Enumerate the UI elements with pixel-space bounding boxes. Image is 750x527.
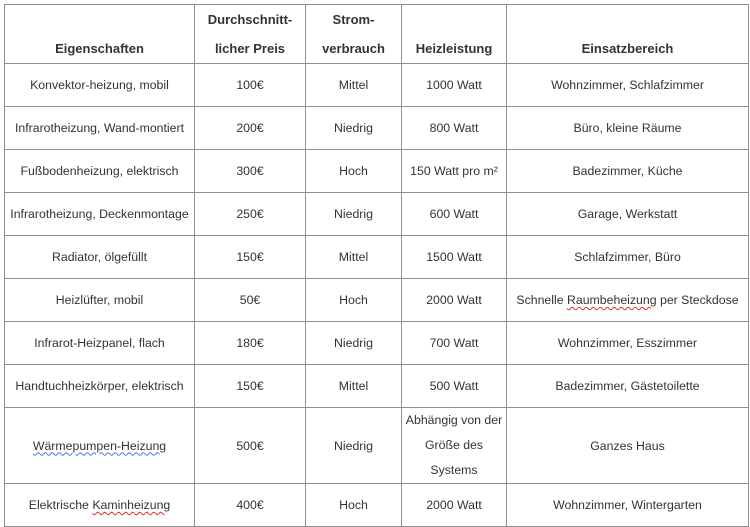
cell-preis: 150€ <box>195 236 306 279</box>
cell-eigenschaften: Handtuchheizkörper, elektrisch <box>5 365 195 408</box>
cell-preis: 180€ <box>195 322 306 365</box>
cell-stromverbrauch: Niedrig <box>306 107 402 150</box>
cell-preis: 500€ <box>195 408 306 484</box>
cell-stromverbrauch: Hoch <box>306 279 402 322</box>
header-preis: Durchschnitt- licher Preis <box>195 5 306 64</box>
cell-einsatzbereich: Ganzes Haus <box>507 408 749 484</box>
cell-heizleistung: 1500 Watt <box>402 236 507 279</box>
cell-preis: 250€ <box>195 193 306 236</box>
cell-heizleistung: 150 Watt pro m² <box>402 150 507 193</box>
cell-einsatzbereich: Wohnzimmer, Schlafzimmer <box>507 64 749 107</box>
cell-einsatzbereich: Badezimmer, Küche <box>507 150 749 193</box>
cell-heizleistung: 700 Watt <box>402 322 507 365</box>
cell-eigenschaften: Infrarot-Heizpanel, flach <box>5 322 195 365</box>
cell-eigenschaften: Konvektor-heizung, mobil <box>5 64 195 107</box>
cell-stromverbrauch: Niedrig <box>306 193 402 236</box>
cell-heizleistung: 2000 Watt <box>402 279 507 322</box>
cell-einsatzbereich: Schnelle Raumbeheizung per Steckdose <box>507 279 749 322</box>
cell-stromverbrauch: Mittel <box>306 236 402 279</box>
cell-eigenschaften: Elektrische Kaminheizung <box>5 484 195 527</box>
heater-comparison-table <box>4 4 749 527</box>
cell-stromverbrauch: Mittel <box>306 365 402 408</box>
cell-einsatzbereich: Wohnzimmer, Esszimmer <box>507 322 749 365</box>
cell-heizleistung: 500 Watt <box>402 365 507 408</box>
cell-eigenschaften: Radiator, ölgefüllt <box>5 236 195 279</box>
cell-stromverbrauch: Mittel <box>306 64 402 107</box>
cell-preis: 50€ <box>195 279 306 322</box>
table-row <box>5 365 749 408</box>
cell-stromverbrauch: Hoch <box>306 484 402 527</box>
cell-einsatzbereich: Schlafzimmer, Büro <box>507 236 749 279</box>
table-header-row <box>5 5 749 64</box>
cell-heizleistung: 800 Watt <box>402 107 507 150</box>
table-row <box>5 236 749 279</box>
table-row <box>5 279 749 322</box>
header-heizleistung: Heizleistung <box>402 5 507 64</box>
table-row <box>5 322 749 365</box>
cell-einsatzbereich: Garage, Werkstatt <box>507 193 749 236</box>
cell-heizleistung: 1000 Watt <box>402 64 507 107</box>
cell-preis: 200€ <box>195 107 306 150</box>
spellcheck-flagged-word: Kaminheizung <box>92 498 171 512</box>
table-row <box>5 64 749 107</box>
cell-einsatzbereich: Wohnzimmer, Wintergarten <box>507 484 749 527</box>
cell-heizleistung: 600 Watt <box>402 193 507 236</box>
cell-eigenschaften: Infrarotheizung, Deckenmontage <box>5 193 195 236</box>
cell-stromverbrauch: Niedrig <box>306 408 402 484</box>
cell-eigenschaften: Fußbodenheizung, elektrisch <box>5 150 195 193</box>
cell-eigenschaften: Infrarotheizung, Wand-montiert <box>5 107 195 150</box>
table-row <box>5 150 749 193</box>
header-eigenschaften: Eigenschaften <box>5 5 195 64</box>
cell-einsatzbereich: Büro, kleine Räume <box>507 107 749 150</box>
table-row <box>5 107 749 150</box>
cell-heizleistung: Abhängig von der Größe des Systems <box>402 408 507 484</box>
cell-preis: 300€ <box>195 150 306 193</box>
cell-eigenschaften <box>5 408 195 484</box>
cell-preis: 400€ <box>195 484 306 527</box>
cell-eigenschaften: Heizlüfter, mobil <box>5 279 195 322</box>
cell-preis: 150€ <box>195 365 306 408</box>
spellcheck-flagged-word: Raumbeheizung <box>567 293 657 307</box>
table-row <box>5 484 749 527</box>
cell-einsatzbereich: Badezimmer, Gästetoilette <box>507 365 749 408</box>
table-row <box>5 193 749 236</box>
grammar-flagged-word: Wärmepumpen-Heizung <box>32 438 167 453</box>
cell-heizleistung: 2000 Watt <box>402 484 507 527</box>
cell-preis: 100€ <box>195 64 306 107</box>
header-stromverbrauch: Strom- verbrauch <box>306 5 402 64</box>
table-row <box>5 408 749 484</box>
header-einsatzbereich: Einsatzbereich <box>507 5 749 64</box>
cell-stromverbrauch: Hoch <box>306 150 402 193</box>
cell-stromverbrauch: Niedrig <box>306 322 402 365</box>
